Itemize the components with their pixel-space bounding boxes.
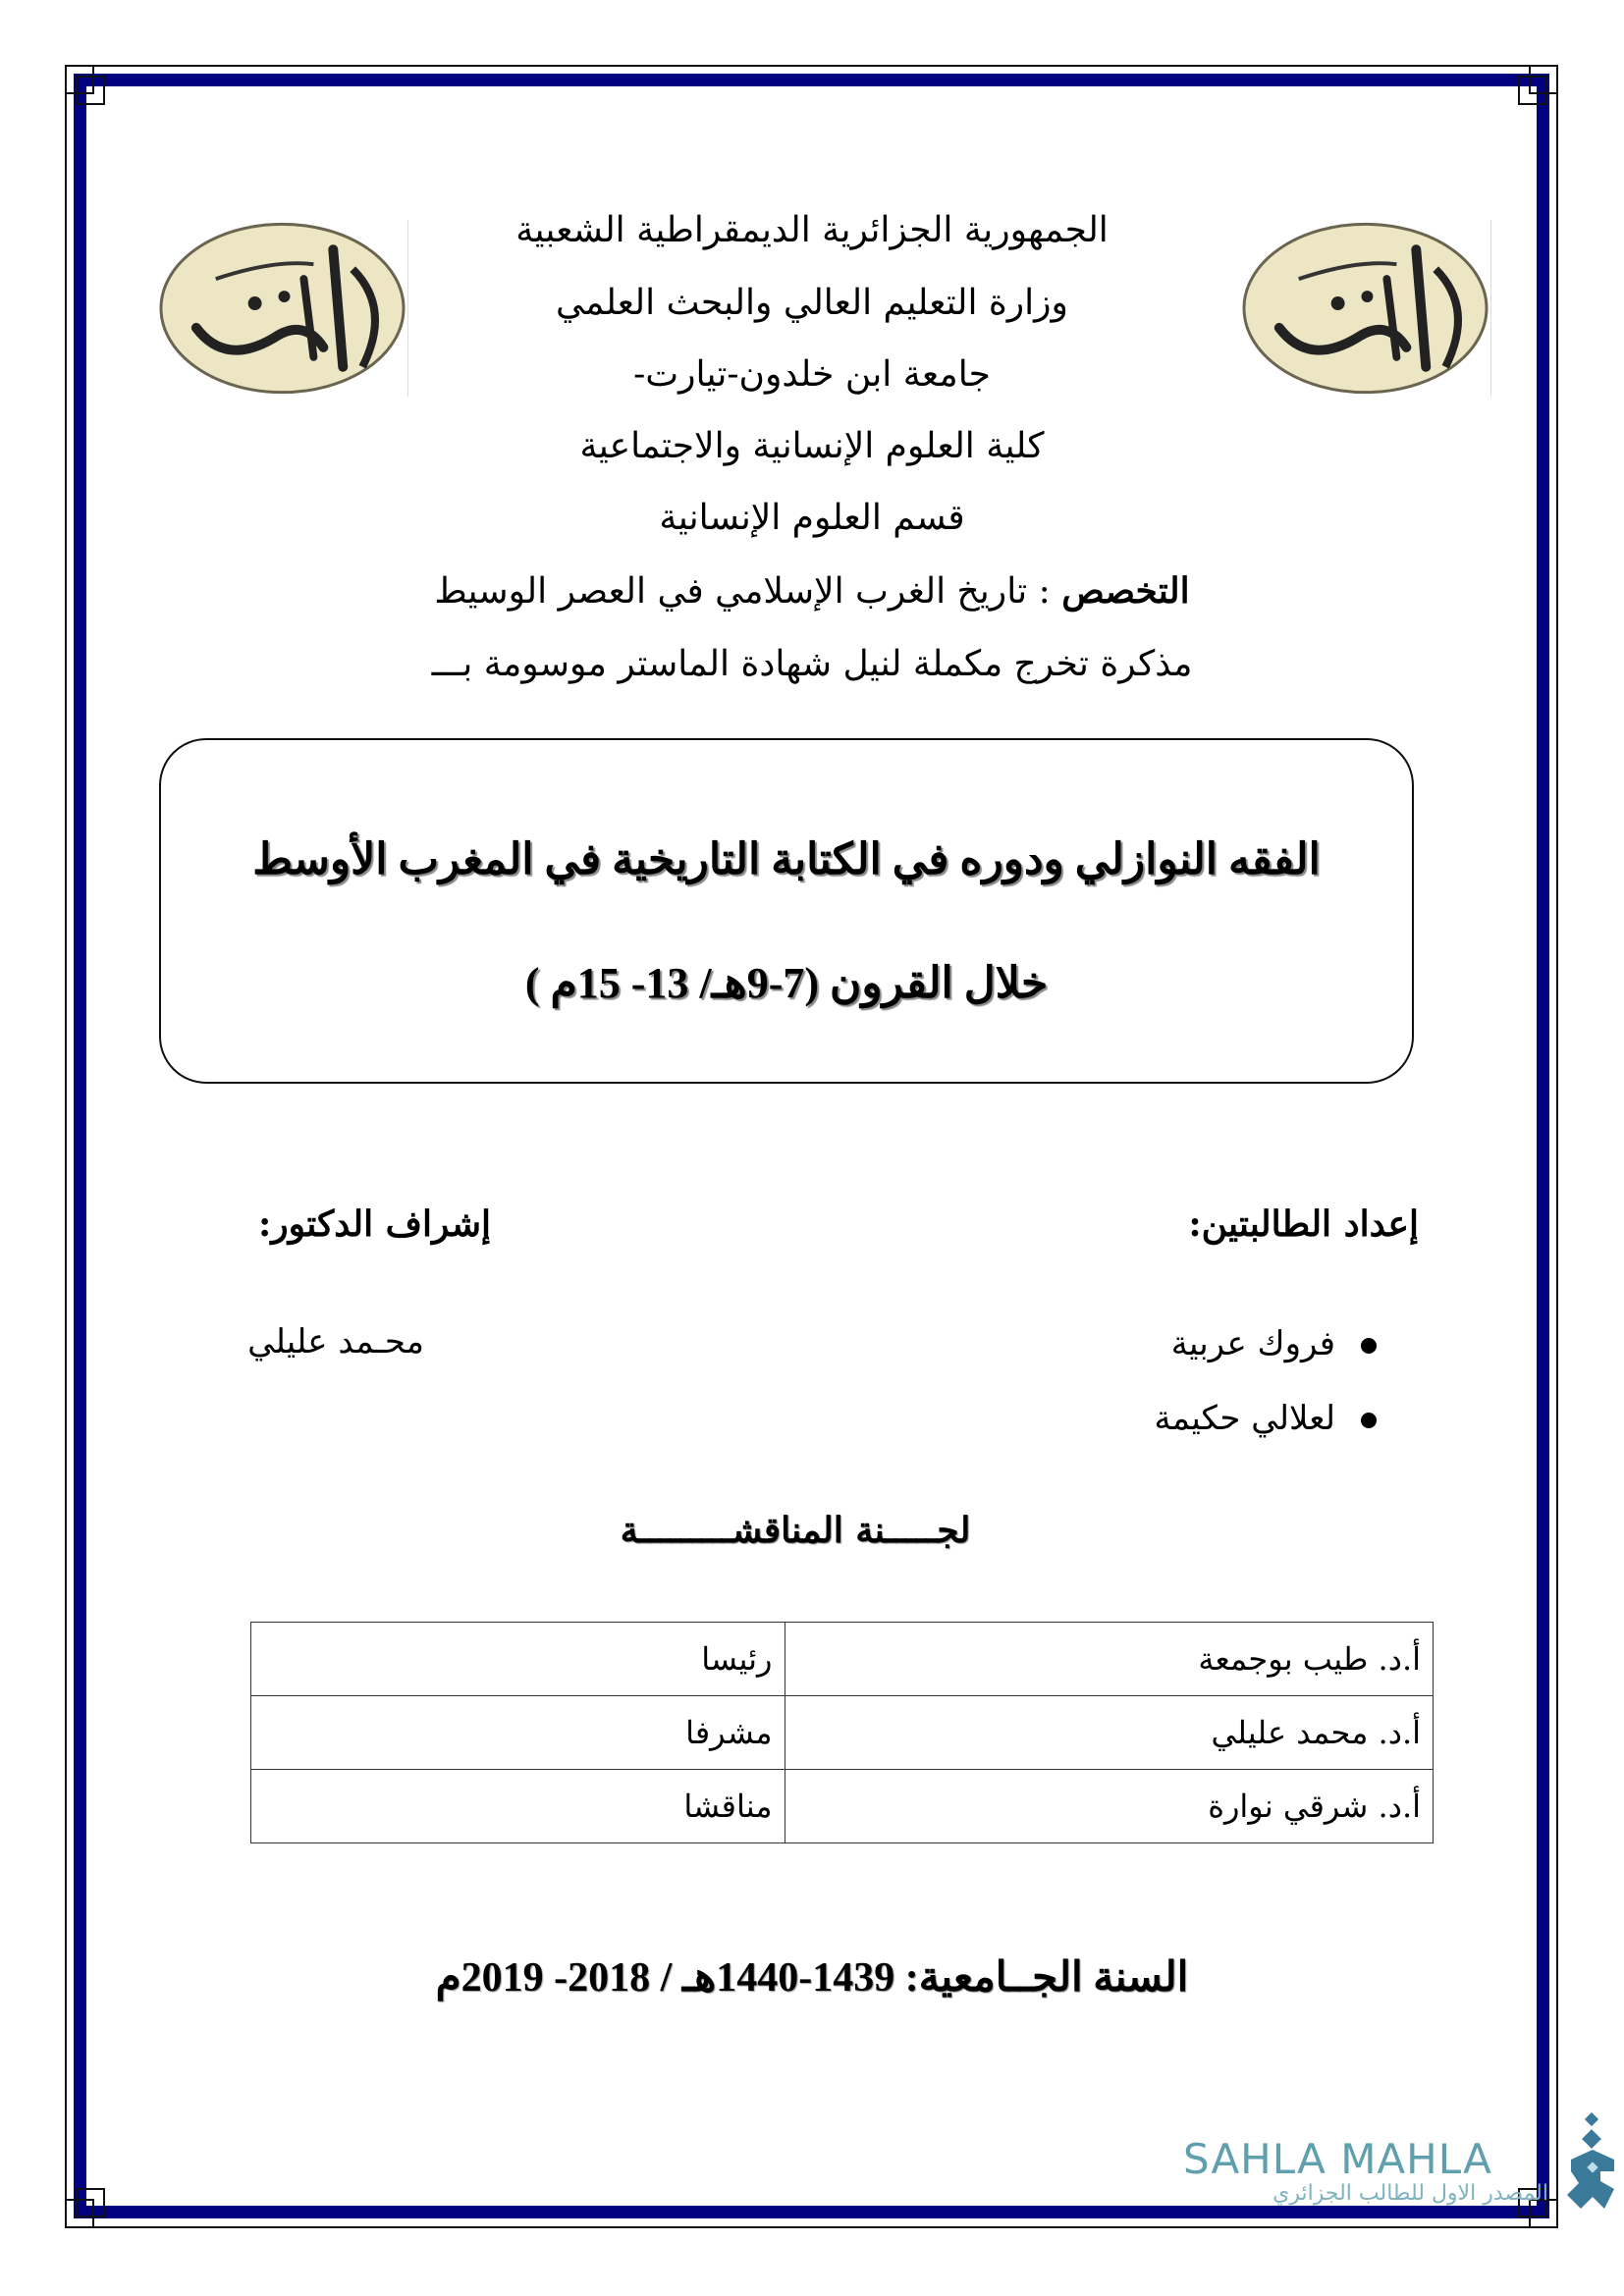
committee-member-role: مناقشا — [251, 1770, 785, 1843]
committee-member-name: أ.د. شرقي نوارة — [785, 1770, 1434, 1843]
student-name: لعلالي حكيمة — [1154, 1399, 1335, 1438]
department-name: قسم العلوم الإنسانية — [659, 498, 965, 538]
country-name: الجمهورية الجزائرية الديمقراطية الشعبية — [515, 210, 1109, 250]
students-heading: إعداد الطالبتين: — [1188, 1203, 1419, 1245]
border-corner-ornament — [76, 76, 105, 105]
memo-intro: مذكرة تخرج مكملة لنيل شهادة الماستر موسومة بـــ — [431, 644, 1193, 684]
bullet-icon — [1361, 1413, 1377, 1428]
table-row — [251, 1770, 1434, 1843]
committee-member-name: أ.د. طيب بوجمعة — [785, 1623, 1434, 1696]
watermark-brand: SAHLA MAHLA — [1183, 2135, 1492, 2183]
supervisor-name: محـمد عليلي — [247, 1322, 424, 1362]
sahla-mahla-logo-icon — [1561, 2110, 1624, 2218]
border-corner-ornament — [76, 2188, 105, 2217]
watermark-tagline: المصدر الاول للطالب الجزائري — [1272, 2181, 1548, 2206]
committee-table — [250, 1622, 1434, 1843]
thesis-title-line-1: الفقه النوازلي ودوره في الكتابة التاريخية في المغرب الأوسط — [252, 835, 1321, 883]
thesis-title-box — [159, 738, 1414, 1084]
watermark — [1183, 2135, 1556, 2207]
bullet-icon — [1361, 1338, 1377, 1354]
table-row — [251, 1623, 1434, 1696]
specialty-value: : تاريخ الغرب الإسلامي في العصر الوسيط — [434, 571, 1051, 612]
thesis-title-line-2: خلال القرون (7-9هـ/ 13- 15م ) — [524, 959, 1049, 1007]
student-list-item — [1171, 1319, 1377, 1368]
academic-year: السنة الجــامعية: 1439-1440هـ / 2018- 2019م — [435, 1955, 1189, 2001]
table-row — [251, 1696, 1434, 1770]
ministry-name: وزارة التعليم العالي والبحث العلمي — [556, 283, 1068, 323]
specialty-label: التخصص — [1061, 570, 1190, 612]
university-name: جامعة ابن خلدون-تيارت- — [633, 354, 991, 395]
committee-heading: لجـــــنة المناقشـــــــــة — [620, 1510, 971, 1551]
supervisor-heading: إشراف الدكتور: — [257, 1203, 491, 1245]
committee-member-name: أ.د. محمد عليلي — [785, 1696, 1434, 1770]
committee-member-role: مشرفا — [251, 1696, 785, 1770]
student-list-item — [1155, 1394, 1378, 1443]
specialty-line — [0, 566, 1624, 616]
border-corner-ornament — [1518, 76, 1547, 105]
committee-member-role: رئيسا — [251, 1623, 785, 1696]
faculty-name: كلية العلوم الإنسانية والاجتماعية — [579, 426, 1045, 466]
student-name: فروك عربية — [1170, 1324, 1335, 1363]
